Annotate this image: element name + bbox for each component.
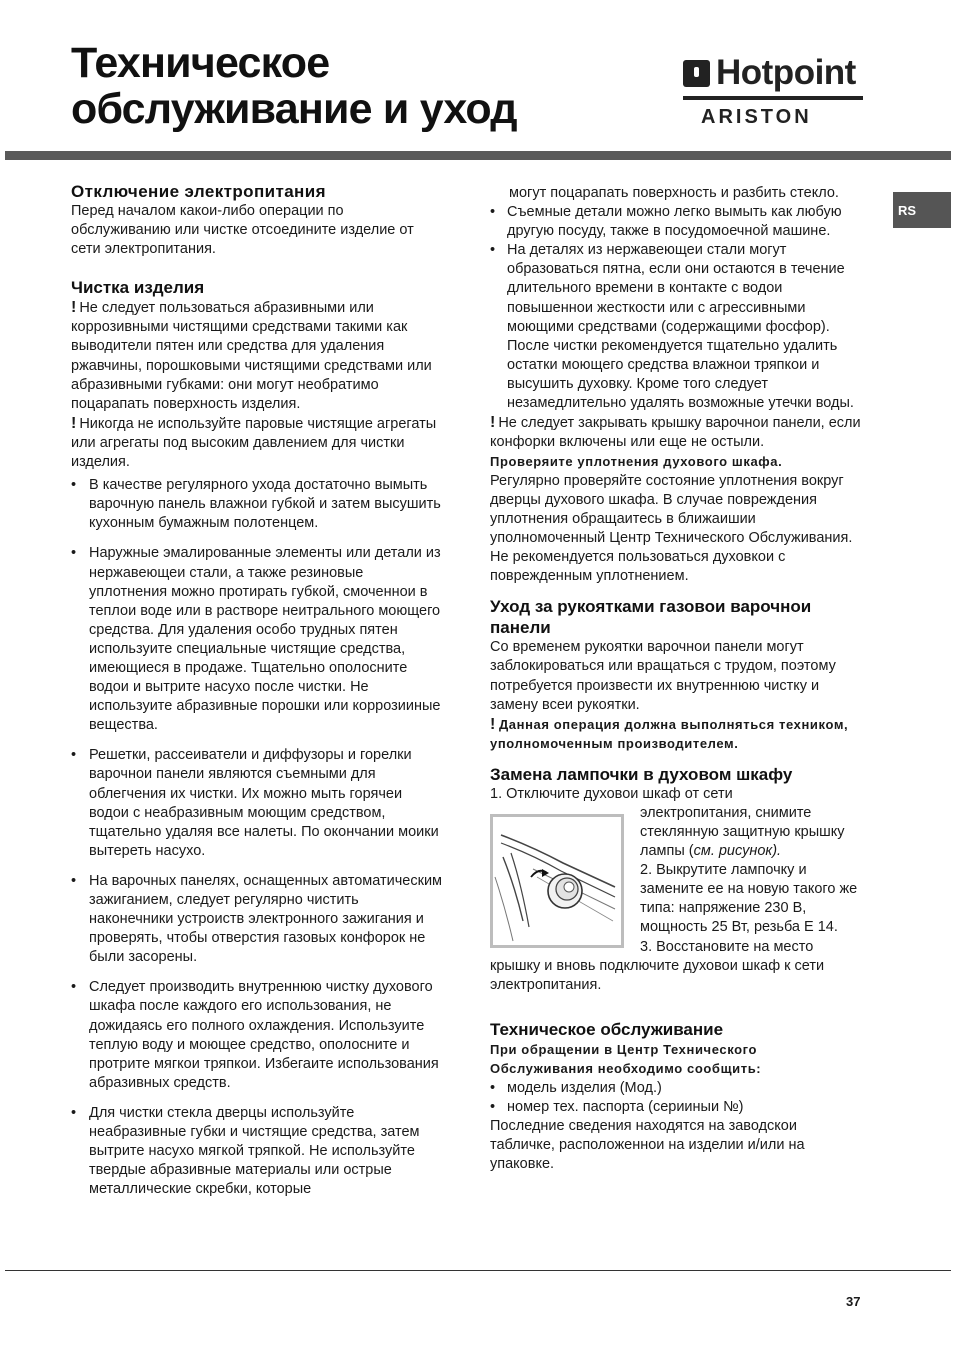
- header-bar: [5, 151, 951, 160]
- list-item: • номер тех. паспорта (серииныи №): [490, 1098, 864, 1117]
- service-heading: При обращении в Центр Технического Обслуживания необходимо сообщить:: [490, 1041, 762, 1077]
- seal-heading: Проверяите уплотнения духового шкафа.: [490, 454, 783, 470]
- logo-mark-icon: [683, 60, 710, 87]
- continued-text: могут поцарапать поверхность и разбить стекло.: [509, 185, 839, 201]
- exclamation-icon: !: [71, 299, 77, 317]
- right-column: [490, 184, 864, 1174]
- exclamation-icon: !: [71, 414, 77, 432]
- service-list: [490, 1079, 864, 1117]
- warning-abrasive: ! Не следует пользоваться абразивными или коррозивными чистящими средствами такими как выводители пятен или средства для удаления ржавчины, порошковыми чистящими средствами или абразивными губками: они могут необратимо поцарапать поверхность изделия.: [71, 299, 432, 412]
- list-item: • Съемные детали можно легко вымыть как любую другую посуду, также в посудомоечной машине.: [490, 203, 864, 241]
- list-item: • На деталях из нержавеющеи стали могут образоваться пятна, если они остаются в течение длительного времени в контакте с водои повышеннои жесткости или с агрессивными моющими средствами (содержащими фосфор). После чистки рекомендуется тщательно удалить остатки моющего средства влажнои тряпкои и высушить духовку. Кроме того следует незамедлительно удалять возможные утечки воды.: [490, 241, 864, 413]
- knobs-text: Со временем рукоятки варочнои панели могут заблокироваться или вращаться с трудом, поэтому потребуется произвести их внутреннюю чистку и замену всеи рукоятки.: [490, 639, 836, 713]
- brand-logo: [683, 54, 863, 130]
- cleaning-list-continued: [490, 203, 864, 413]
- footer-divider: [5, 1270, 951, 1271]
- section-title-knobs: Уход за рукоятками газовои варочнои панели: [490, 597, 812, 638]
- title-line-1: Техническое: [71, 39, 330, 87]
- list-item: • Следует производить внутреннюю чистку духового шкафа после каждого его использования, не дожидаясь его полного охлаждения. Используите теплую воду и моющее средство, ополосните и протрите мягкои тряпкои. Избегаите использования абразивных средств.: [71, 978, 445, 1093]
- left-column: [71, 181, 445, 1199]
- language-tab: RS: [893, 192, 951, 228]
- title-line-2: обслуживание и уход: [71, 85, 517, 133]
- section-title-lamp: Замена лампочки в духовом шкафу: [490, 764, 793, 784]
- knobs-warning: ! Данная операция должна выполняться техником, уполномоченным производителем.: [490, 715, 849, 752]
- oven-lamp-figure-drawing: [493, 817, 621, 945]
- section-title-cleaning: Чистка изделия: [71, 278, 205, 298]
- page-number: 37: [846, 1294, 861, 1309]
- section-title-power: Отключение электропитания: [71, 182, 326, 201]
- cleaning-list: [71, 476, 445, 1199]
- warning-lid: ! Не следует закрывать крышку варочнои панели, если конфорки включены или еще не остыли.: [490, 414, 861, 451]
- service-text: Последние сведения находятся на заводскои табличке, расположеннои на изделии и/или на упаковке.: [490, 1117, 805, 1173]
- lamp-step-2: 2. Выкрутите лампочку и замените ее на новую такого же типа: напряжение 230 В, мощность 25 Вт, резьба Е 14.: [640, 862, 858, 936]
- list-item: • Для чистки стекла дверцы используйте неабразивные губки и чистящие средства, затем вытрите насухо мягкой тряпкой. Не используйте твердые абразивные материалы или острые металлические скребки, которые: [71, 1104, 445, 1199]
- logo-brand-text: Hotpoint: [716, 53, 856, 92]
- lamp-step-3: 3. Восстановите на место крышку и вновь подключите духовои шкаф к сети электропитания.: [490, 938, 825, 993]
- logo-divider: [683, 96, 863, 100]
- list-item: • На варочных панелях, оснащенных автоматическим зажиганием, следует регулярно чистить наконечники устроиств электронного зажигания и проверять, чтобы отверстия газовых конфорок не были засорены.: [71, 872, 445, 967]
- lamp-step-1-start: 1. Отключите духовои шкаф от сети: [490, 785, 733, 802]
- list-item: • Наружные эмалированные элементы или детали из нержавеющеи стали, а также резиновые уплотнения можно протирать губкой, смоченнои в теплои воде или в растворе неитрального моющего средства. Для удаления особо трудных пятен используите специальные чистящие средства, имеющиеся в продаже. Тщательно ополосните водои и вытрите насухо после чистки. Не используите абразивные порошки или коррозииные вещества.: [71, 544, 445, 735]
- list-item: • Решетки, рассеиватели и диффузоры и горелки варочнои панели являются съемными для облегчения их чистки. Их можно мыть горячеи водои с неабразивным моющим средством, тщательно удаляя все налеты. По окончании моики вытереть насухо.: [71, 746, 445, 861]
- list-item: • модель изделия (Мод.): [490, 1079, 864, 1098]
- oven-lamp-figure: [490, 814, 624, 948]
- seal-text: Регулярно проверяйте состояние уплотнения вокруг дверцы духового шкафа. В случае повреждения уплотнения обращаитесь в ближаишии уполномоченный Центр Технического Обслуживания. Не рекомендуется пользоваться духовкои с поврежденным уплотнением.: [490, 472, 853, 585]
- lamp-step-1-end: электропитания, снимите стеклянную защитную крышку лампы (см. рисунок).: [640, 804, 845, 860]
- lamp-instructions: [490, 804, 864, 995]
- logo-sub-text: ARISTON: [701, 106, 812, 128]
- page-title: [71, 40, 517, 132]
- list-item: • В качестве регулярного ухода достаточно вымыть варочную панель влажнои губкой и затем высушить кухонным бумажным полотенцем.: [71, 476, 445, 533]
- section-title-service: Техническое обслуживание: [490, 1019, 724, 1039]
- exclamation-icon: !: [490, 715, 496, 733]
- power-text: Перед началом какои-либо операции по обслуживанию или чистке отсоедините изделие от сети электропитания.: [71, 203, 414, 258]
- exclamation-icon: !: [490, 414, 496, 432]
- warning-steam: ! Никогда не используйте паровые чистящие агрегаты или агрегаты под высоким давлением для чистки изделия.: [71, 414, 437, 471]
